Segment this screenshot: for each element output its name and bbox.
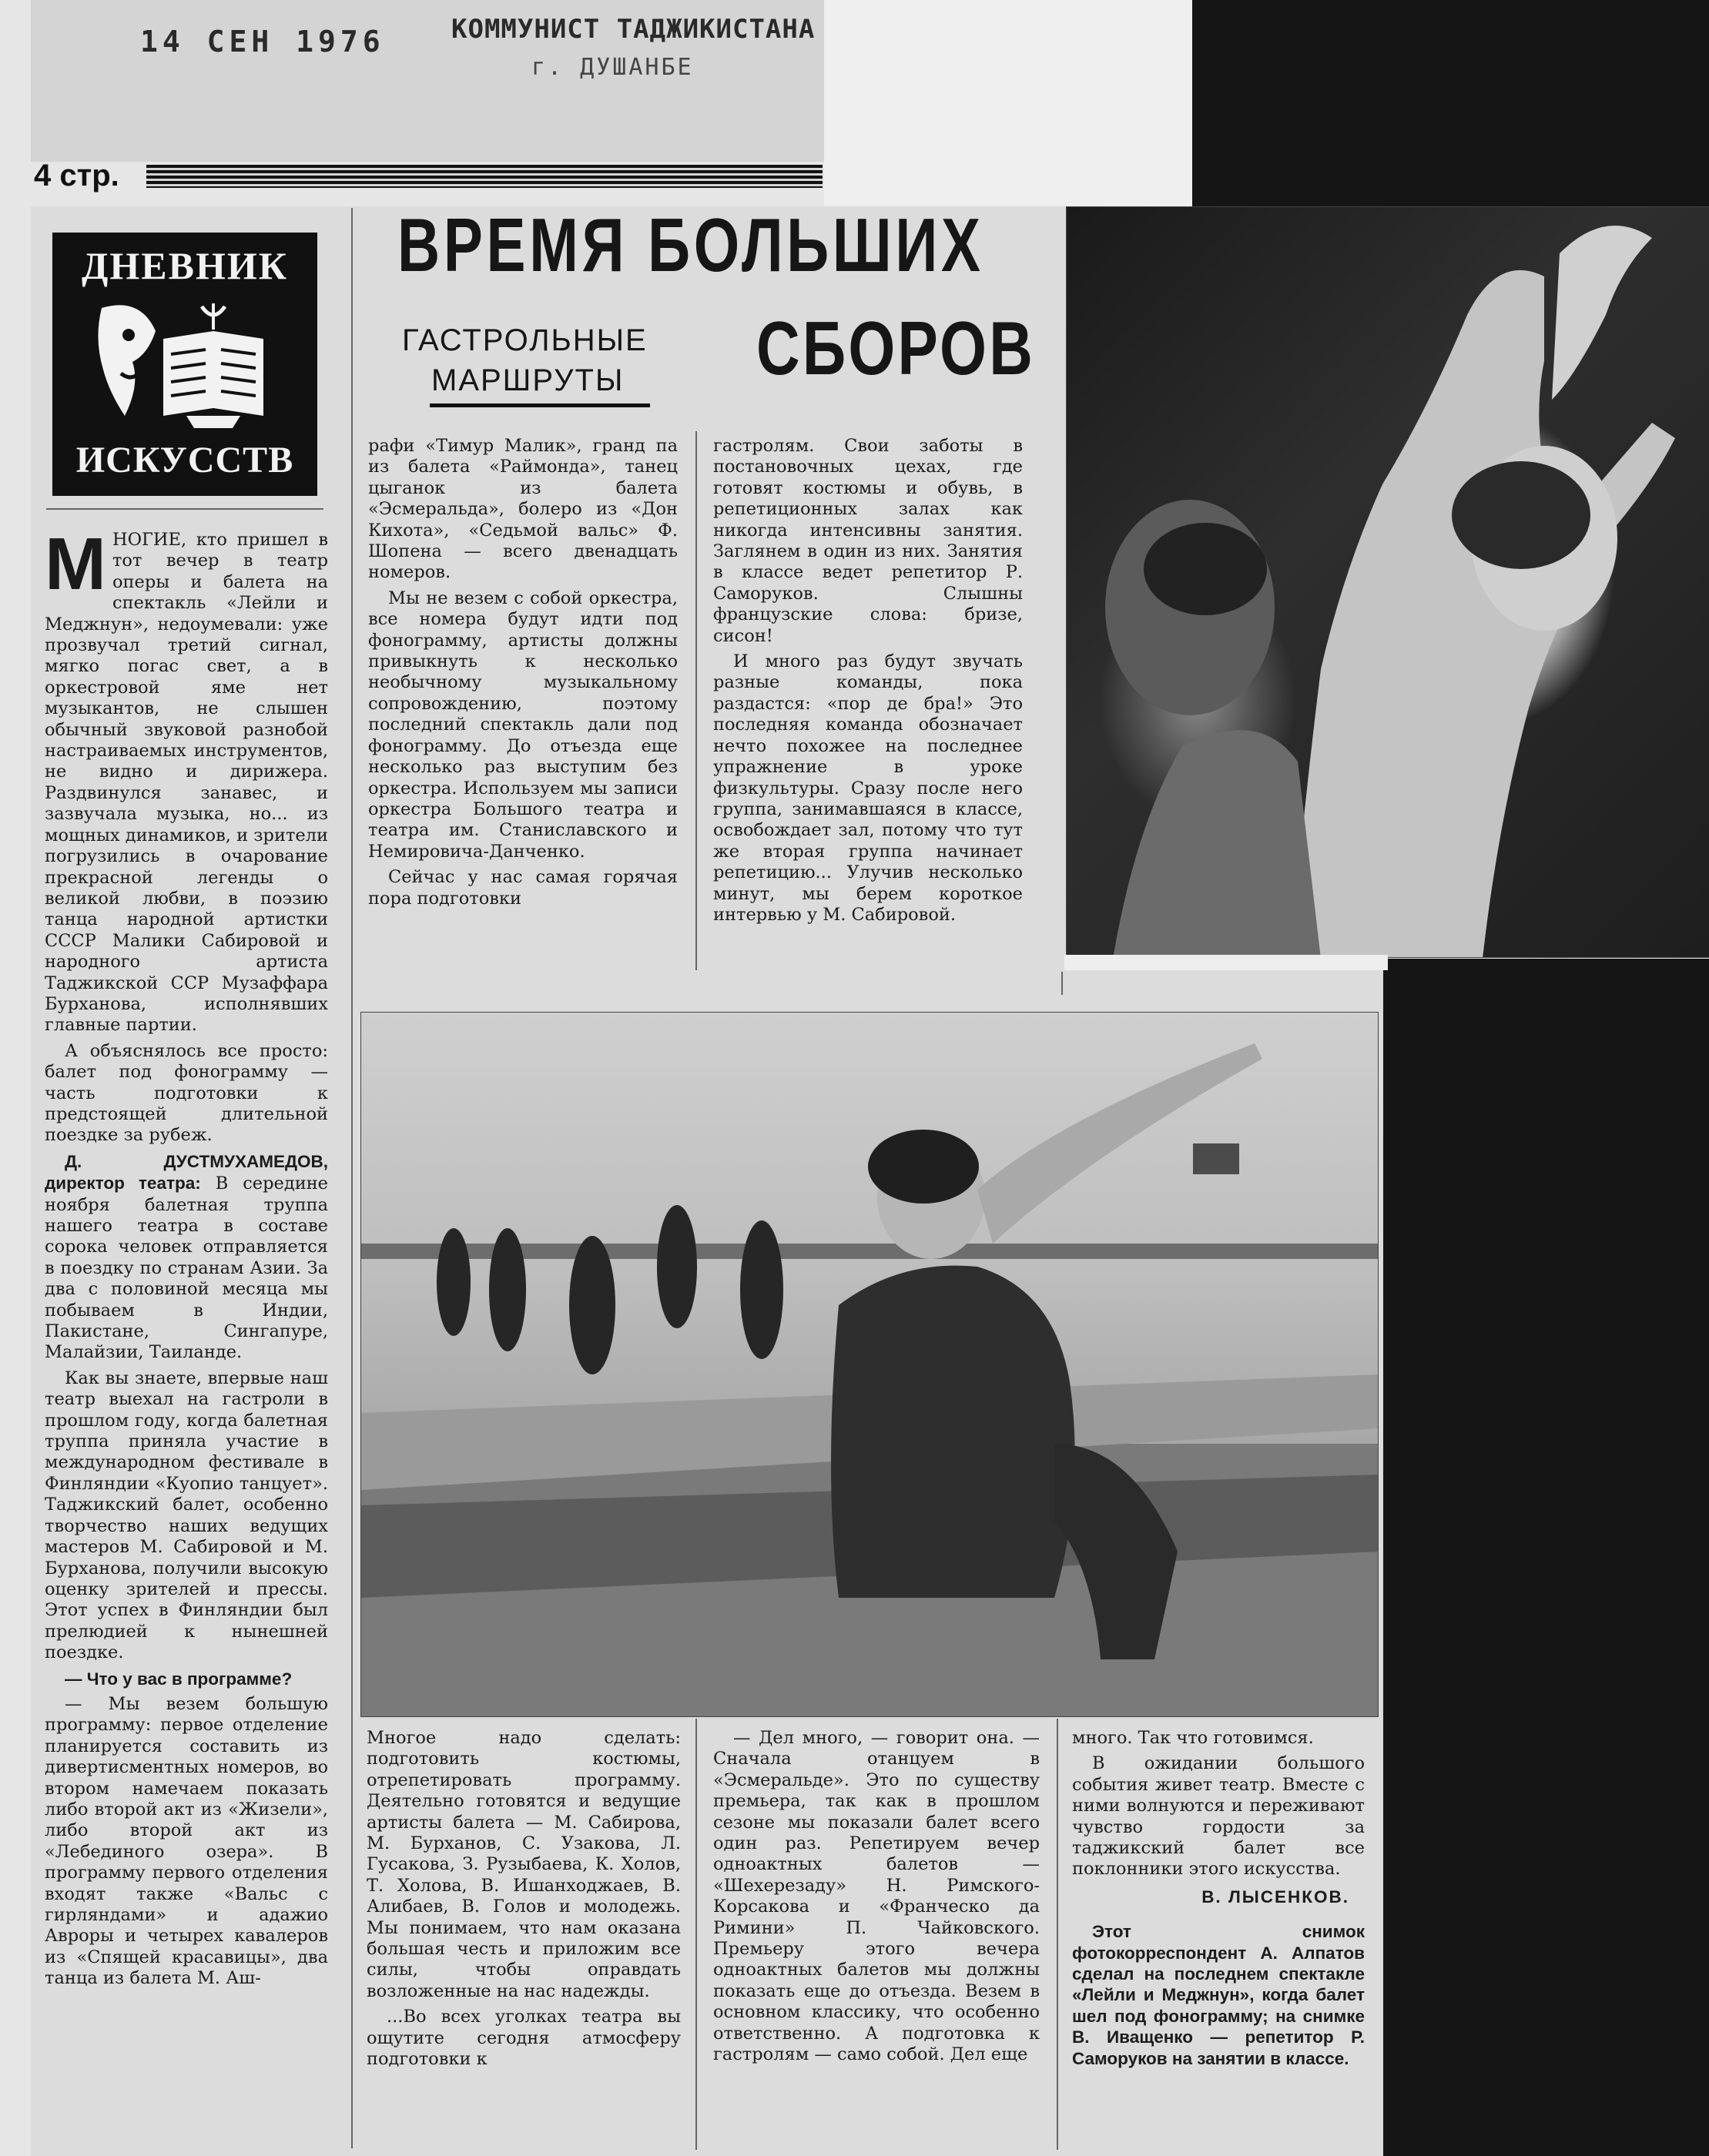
column-divider (695, 1719, 697, 2150)
article-column-6 (1072, 1728, 1365, 2074)
logo-text-bottom: ИСКУССТВ (75, 440, 294, 480)
photo-rehearsal-class-image (361, 1013, 1379, 1717)
paragraph: Мы не везем с собой оркестра, все номера будут идти под фонограмму, артисты должны привыкнуть к несколько необычному музыкальному сопровождению, поэтому последний спектакль дали под фонограмму. До отъезда еще несколько раз выступим без оркестра. Используем мы записи оркестра Большого театра и театра им. Станиславского и Немировича-Данченко. (368, 588, 678, 862)
speaker-name: Д. ДУСТМУХАМЕДОВ, директор театра: (45, 1151, 328, 1194)
column-divider (695, 431, 697, 970)
stamp-date: 14 СЕН 1976 (140, 25, 385, 59)
page-number: 4 стр. (34, 159, 119, 192)
paragraph: ...Во всех уголках театра вы ощутите сегодня атмосферу подготовки к (367, 2007, 681, 2070)
article-column-3 (713, 436, 1023, 930)
rubric-line-2: МАРШРУТЫ (431, 363, 625, 397)
article-column-2 (368, 436, 678, 914)
photo-dancers-duet-image (1067, 207, 1709, 958)
photo-rehearsal-class (360, 1012, 1379, 1717)
scan-background (1379, 959, 1709, 2156)
scan-background (1192, 0, 1709, 208)
column-divider (351, 208, 353, 2148)
logo-text-top: ДНЕВНИК (81, 244, 289, 287)
photo-dancers-duet (1066, 206, 1709, 958)
headline-line-2: СБОРОВ (756, 306, 1036, 390)
paragraph: Многое надо сделать: подготовить костюмы, отрепетировать программу. Деятельно готовятся и ведущие артисты балета — М. Сабирова, М. Бурханов, С. Узакова, Л. Гусакова, З. Рузыбаева, К. Холов, Т. Холова, В. Ишанходжаев, В. Алибаев, В. Голов и молодежь. Мы понимаем, что нам оказана большая честь и приложим все силы, чтобы оправдать возложенные на нас надежды. (367, 1728, 681, 2001)
drop-cap: М (45, 523, 106, 605)
rubric-logo (52, 233, 317, 496)
paragraph: — Дел много, — говорит она. — Сначала отанцуем в «Эсмеральде». Это по существу премьера, так как в прошлом сезоне мы показали балет всего один раз. Репетируем вечер одноактных балетов — «Шехерезаду» Н. Римского-Корсакова и «Франческо да Римини» П. Чайковского. Премьеру этого вечера одноактных балетов мы должны показать еще до отъезда. Везем в основном классику, что особенно ответственно. А подготовка к гастролям — само собой. Дел еще (713, 1728, 1040, 2065)
stamp-newspaper-name: КОММУНИСТ ТАДЖИКИСТАНА (451, 14, 816, 45)
paragraph: гастролям. Свои заботы в постановочных цехах, где готовят костюмы и обувь, в репетиционных залах как никогда интенсивны занятия. Заглянем в один из них. Занятия в классе ведет репетитор Р. Саморуков. Слышны французские слова: бризе, сисон! (713, 436, 1023, 646)
divider (46, 508, 323, 510)
paragraph: И много раз будут звучать разные команды, пока раздастся: «пор де бра!» Это последняя команда обозначает нечто похожее на последнее упражнение в уроке физкультуры. Сразу после него группа, занимавшаяся в классе, освобождает зал, потому что тут же вторая группа начинает репетицию... Улучив несколько минут, мы берем короткое интервью у М. Сабировой. (713, 651, 1023, 925)
book-mask-icon (94, 300, 276, 431)
lead-paragraph: НОГИЕ, кто пришел в тот вечер в театр оперы и балета на спектакль «Лейли и Меджнун», недоумевали: уже прозвучал третий сигнал, мягко погас свет, а в оркестровой яме нет музыкантов, не слышен обычный звуковой разнобой настраиваемых инструментов, не видно и дирижера. Раздвинулся занавес, и зазвучала музыка, но... из мощных динамиков, и зрители погрузились в очарование прекрасной легенды о великой любви, в поэзию танца народной артистки СССР Малики Сабировой и народного артиста Таджикской ССР Музаффара Бурханова, исполнявших главные партии. (45, 530, 328, 1036)
paragraph: В ожидании большого события живет театр. Вместе с ними волнуются и переживают чувство гордости за таджикский балет все поклонники этого искусства. (1072, 1753, 1365, 1880)
paragraph: — Мы везем большую программу: первое отделение планируется составить из дивертисментных номеров, во втором намечаем показать либо второй акт из «Жизели», либо второй акт из «Лебединого озера». В программу первого отделения входят также «Вальс с гирляндами» и адажио Авроры и четырех кавалеров из «Спящей красавицы», два танца из балета М. Аш- (45, 1693, 328, 1989)
stamp-city: г. ДУШАНБЕ (531, 54, 694, 81)
column-divider (1061, 972, 1063, 995)
interview-question: — Что у вас в программе? (65, 1669, 293, 1689)
paragraph: много. Так что готовимся. (1072, 1728, 1314, 1748)
column-divider (1057, 1719, 1058, 2150)
headline-line-1: ВРЕМЯ БОЛЬШИХ (397, 203, 984, 287)
paragraph: А объяснялось все просто: балет под фонограмму — часть подготовки к предстоящей длительной поездке за рубеж. (45, 1040, 328, 1146)
paragraph: Как вы знаете, впервые наш театр выехал на гастроли в прошлом году, когда балетная труппа приняла участие в международном фестивале в Финляндии «Куопио танцует». Таджикский балет, особенно творчество наших ведущих мастеров М. Сабировой и М. Бурханова, получили высокую оценку зрителей и прессы. Этот успех в Финляндии был прелюдией к нынешней поездке. (45, 1368, 328, 1663)
paragraph: В середине ноября балетная труппа нашего театра в составе сорока человек отправляется в поездку по странам Азии. За два с половиной месяца мы побываем в Индии, Пакистане, Сингапуре, Малайзии, Таиланде. (45, 1173, 328, 1363)
article-column-5 (713, 1728, 1040, 2071)
photo-caption: Этот снимок фотокорреспондент А. Алпатов сделал на последнем спектакле «Лейли и Меджнун», когда балет шел под фонограмму; на снимке В. Иващенко — репетитор Р. Саморуков на занятии в классе. (1072, 1922, 1365, 2068)
article-column-1 (45, 523, 328, 1994)
paragraph: Сейчас у нас самая горячая пора подготовки (368, 867, 678, 909)
blank-paper (824, 0, 1192, 206)
blank-paper (1064, 955, 1388, 970)
author-signature: В. ЛЫСЕНКОВ. (1201, 1886, 1349, 1907)
rubric-underline (430, 403, 650, 407)
header-rule (146, 165, 823, 188)
rubric-line-1: ГАСТРОЛЬНЫЕ (402, 323, 648, 357)
paragraph: рафи «Тимур Малик», гранд па из балета «Раймонда», танец цыганок из балета «Эсмеральда», болеро из «Дон Кихота», «Седьмой вальс» Ф. Шопена — всего двенадцать номеров. (368, 436, 678, 583)
article-column-4 (367, 1728, 681, 2075)
